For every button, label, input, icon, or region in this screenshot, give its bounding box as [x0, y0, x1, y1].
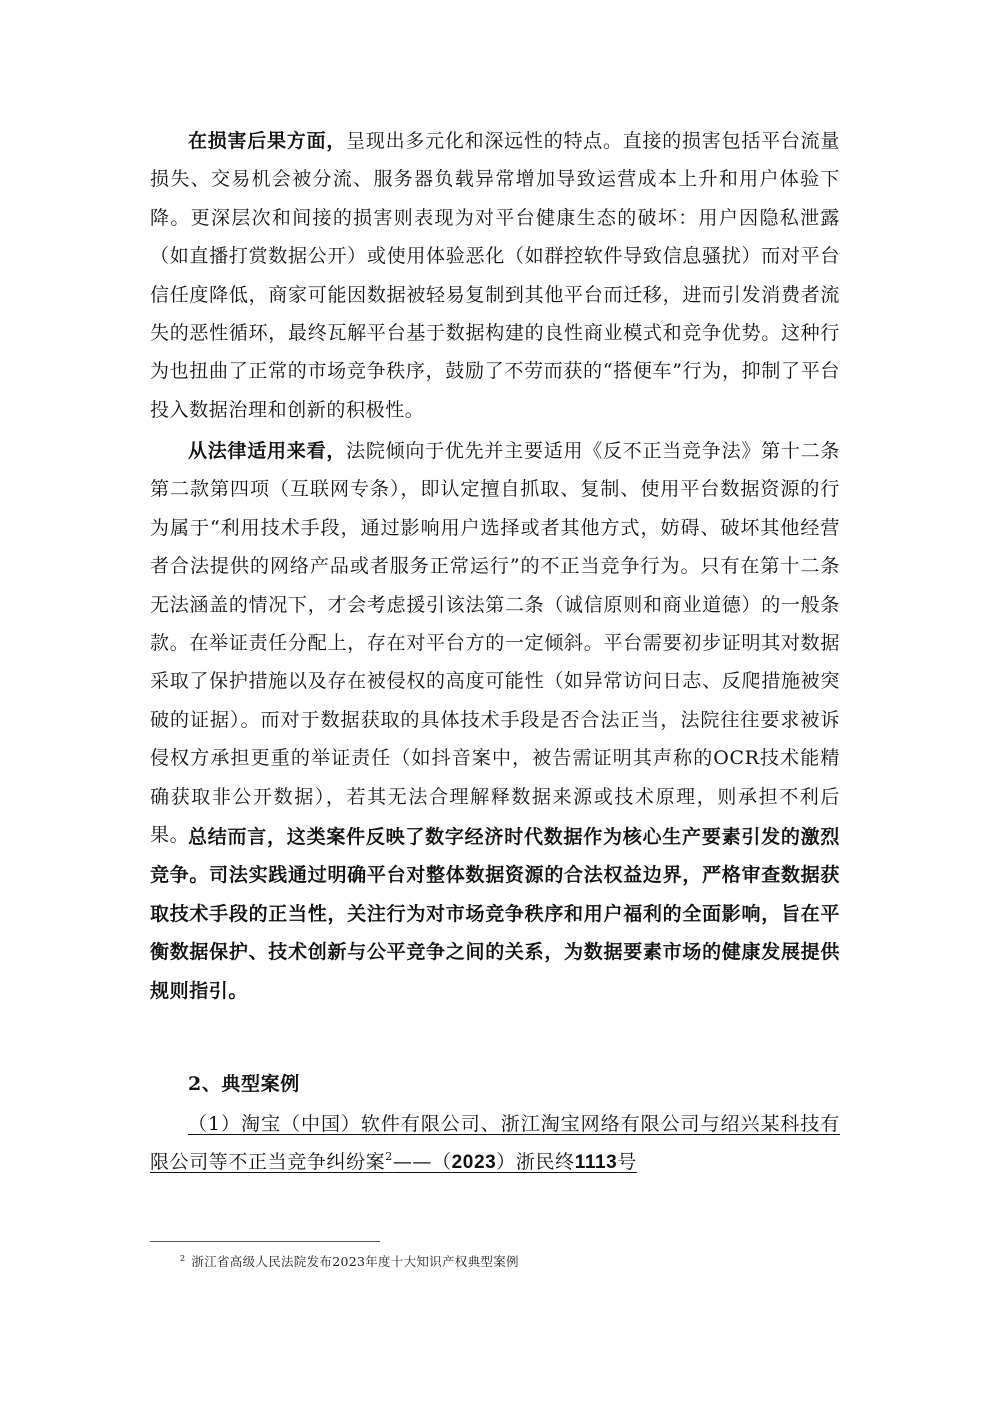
footnote-reference: 2	[385, 1150, 393, 1164]
paragraph-body: 法院倾向于优先并主要适用《反不正当竞争法》第十二条第二款第四项（互联网专条），即认定擅自抓取、复制、使用平台数据资源的行为属于“利用技术手段，通过影响用户选择或者其他方式，妨碍、破坏其他经营者合法提供的网络产品或者服务正常运行”的不正当竞争行为。只有在第十二条无法涵盖的情况下，才会考虑援引该法第二条（诚信原则和商业道德）的一般条款。在举证责任分配上，存在对平台方的一定倾斜。平台需要初步证明其对数据采取了保护措施以及存在被侵权的高度可能性（如异常访问日志、反爬措施被突破的证据）。而对于数据获取的具体技术手段是否合法正当，法院往往要求被诉侵权方承担更重的举证责任（如抖音案中，被告需证明其声称的OCR技术能精确获取非公开数据），若其无法合理解释数据来源或技术原理，则承担不利后果。	[150, 440, 840, 847]
case-dash: ——（	[392, 1151, 452, 1174]
paragraph-body: 呈现出多元化和深远性的特点。直接的损害包括平台流量损失、交易机会被分流、服务器负载异常增加导致运营成本上升和用户体验下降。更深层次和间接的损害则表现为对平台健康生态的破坏：用户因隐私泄露（如直播打赏数据公开）或使用体验恶化（如群控软件导致信息骚扰）而对平台信任度降低，商家可能因数据被轻易复制到其他平台而迁移，进而引发消费者流失的恶性循环，最终瓦解平台基于数据构建的良性商业模式和竞争优势。这种行为也扭曲了正常的市场竞争秩序，鼓励了不劳而获的“搭便车”行为，抑制了平台投入数据治理和创新的积极性。	[150, 130, 840, 421]
footnote	[180, 1252, 519, 1272]
case-year: 2023	[451, 1152, 497, 1174]
paragraph-lead: 在损害后果方面，	[188, 130, 347, 152]
footnote-separator	[150, 1241, 380, 1242]
case-number: 1113	[574, 1152, 618, 1174]
footnote-text: 浙江省高级人民法院发布2023年度十大知识产权典型案例	[191, 1254, 519, 1269]
footnote-marker: 2	[180, 1254, 186, 1263]
case-title-text	[150, 1113, 840, 1173]
paragraph-lead: 从法律适用来看，	[188, 440, 347, 462]
case-court: ）浙民终	[496, 1151, 575, 1174]
case-name: （1）淘宝（中国）软件有限公司、浙江淘宝网络有限公司与绍兴某科技有限公司等不正当竞争纠纷案	[150, 1113, 840, 1174]
paragraph-summary: 总结而言，这类案件反映了数字经济时代数据作为核心生产要素引发的激烈竞争。司法实践通过明确平台对整体数据资源的合法权益边界，严格审查数据获取技术手段的正当性，关注行为对市场竞争秩序和用户福利的全面影响，旨在平衡数据保护、技术创新与公平竞争之间的关系，为数据要素市场的健康发展提供规则指引。	[150, 826, 840, 1002]
case-suffix: 号	[617, 1151, 637, 1174]
paragraph-legal-application	[150, 432, 840, 854]
case-title	[150, 1105, 840, 1183]
section-heading: 2、典型案例	[188, 1073, 300, 1095]
paragraph-damage-consequences	[150, 122, 840, 429]
